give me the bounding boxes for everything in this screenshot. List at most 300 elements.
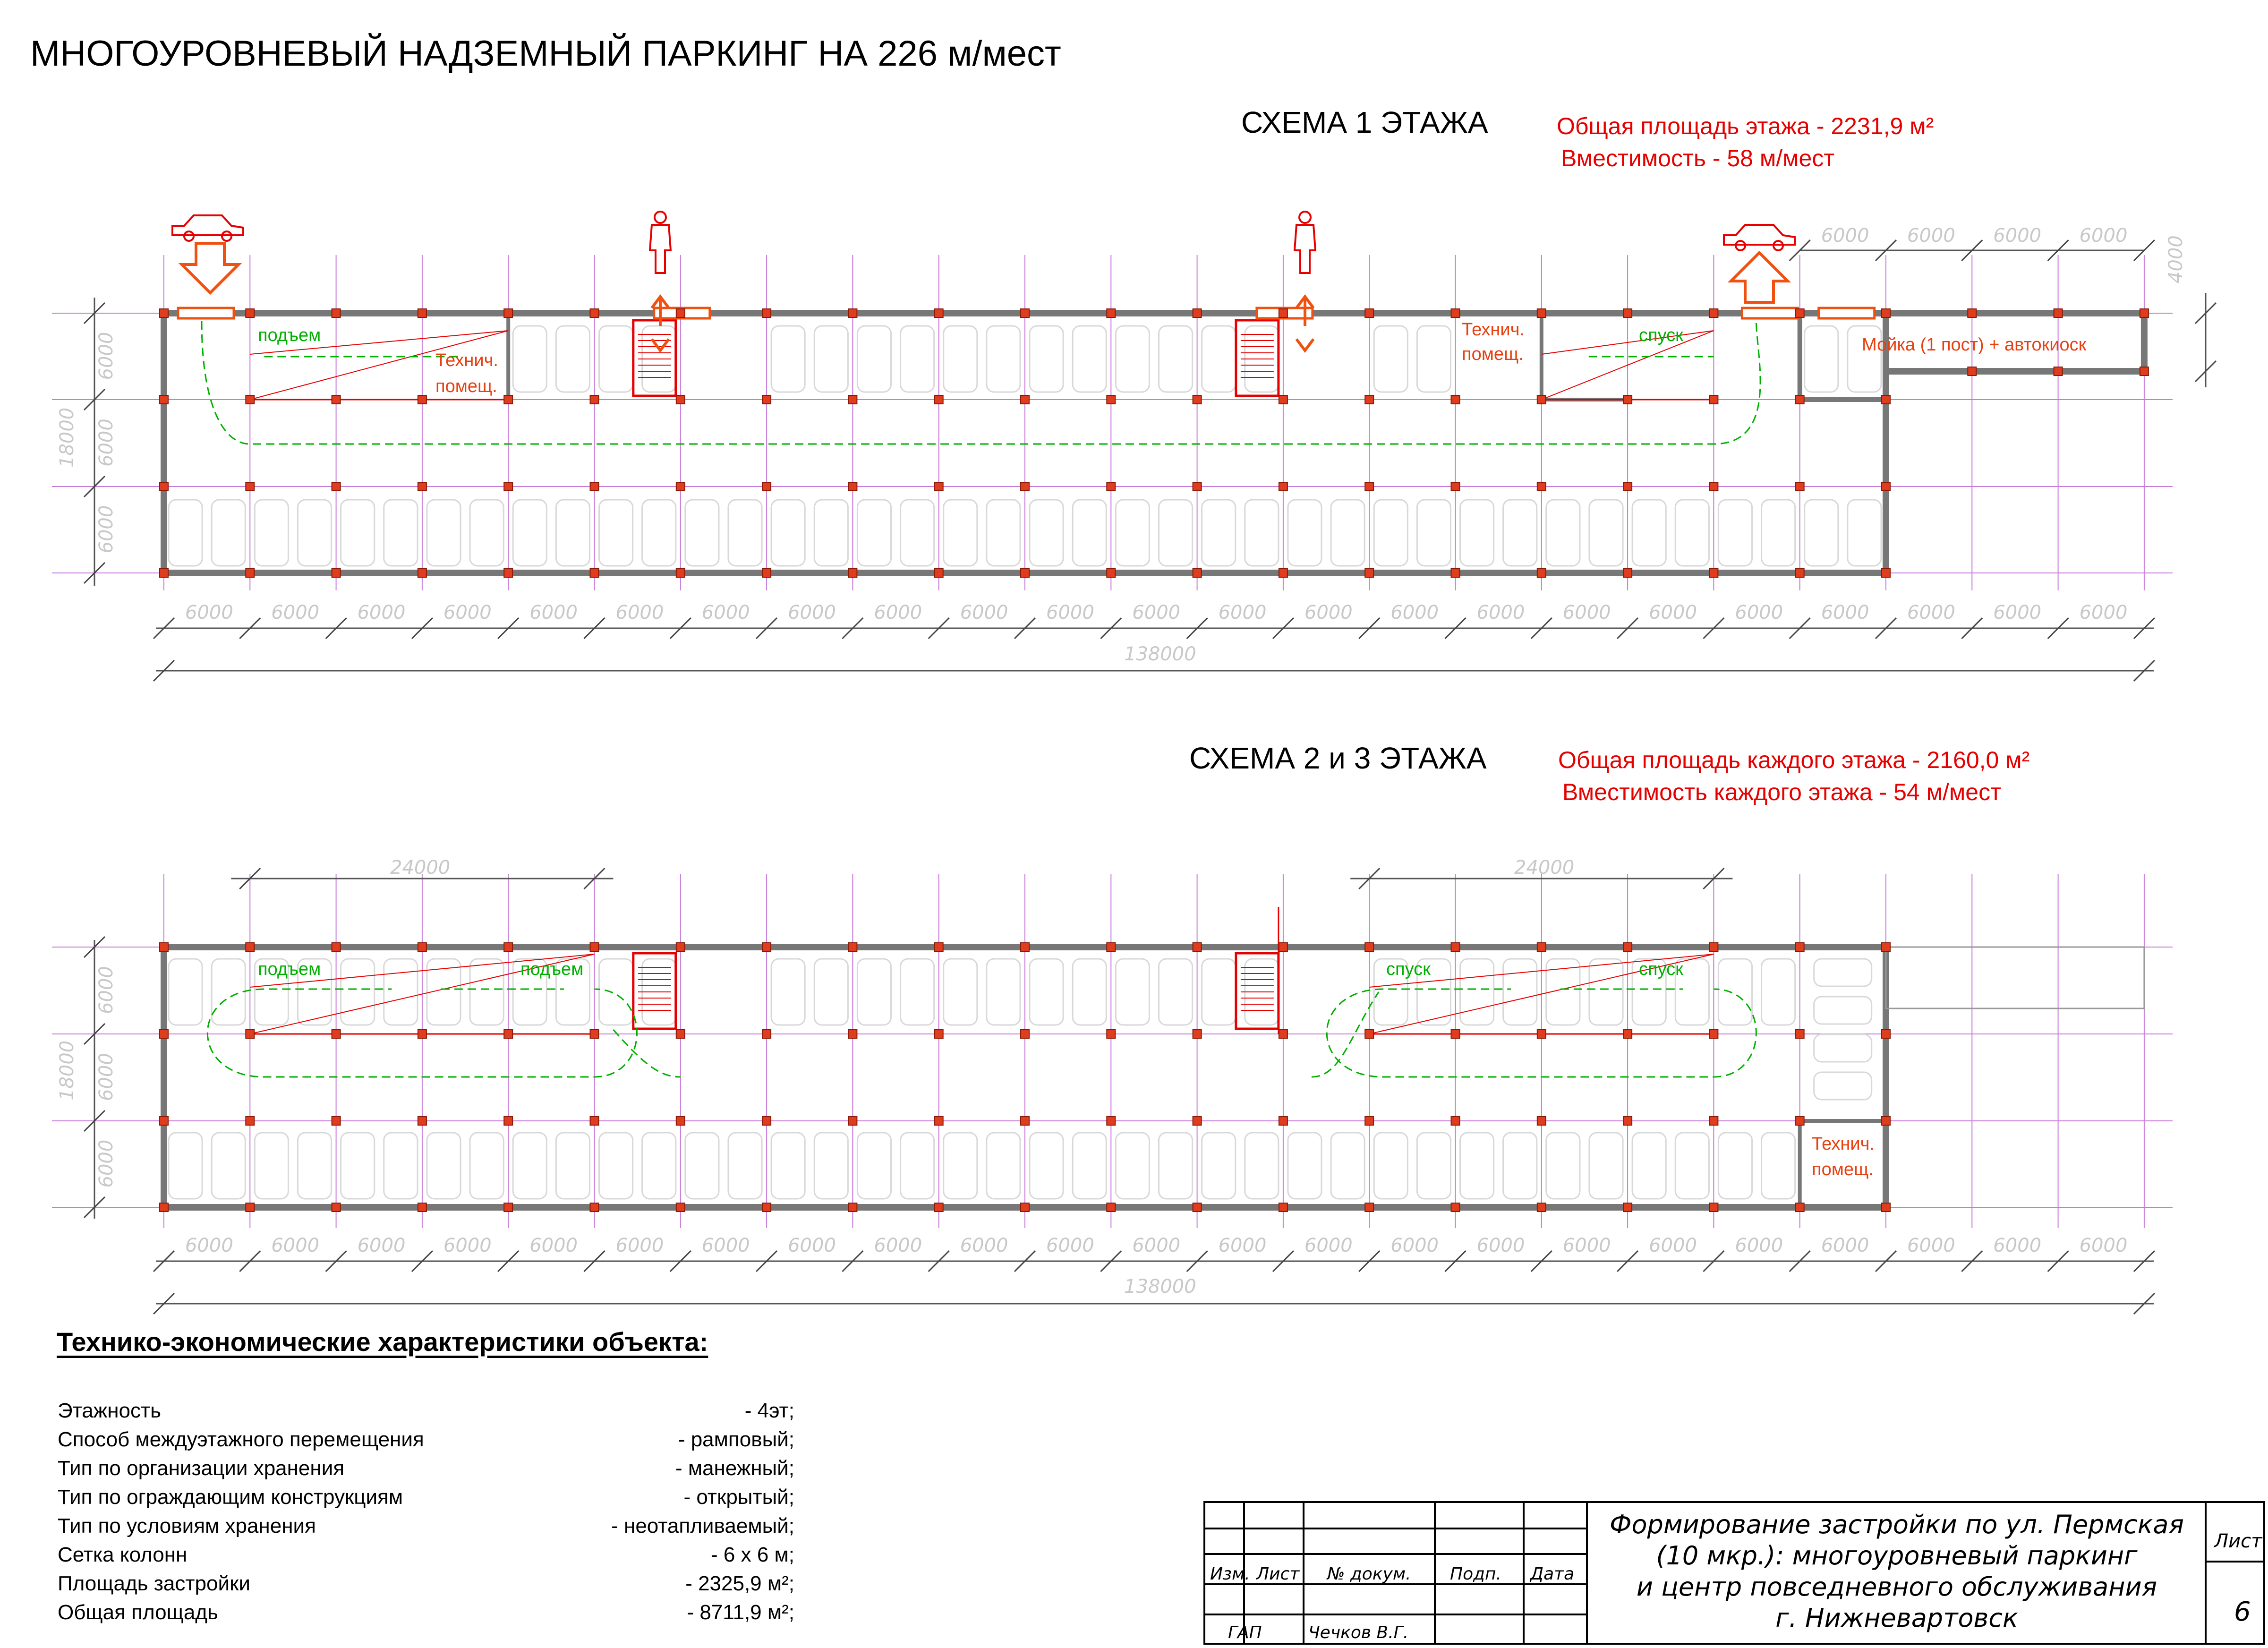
floor23-parking-stalls <box>169 959 1872 1199</box>
column <box>1193 309 1202 317</box>
column <box>1365 309 1373 317</box>
parking-stall <box>470 959 503 1025</box>
column <box>418 1030 426 1038</box>
column <box>1796 1117 1804 1125</box>
f2-dim-ramp-left: 24000 <box>390 857 451 879</box>
dimension-label: 6000 <box>1649 602 1697 623</box>
column <box>848 309 857 317</box>
column <box>1021 1030 1029 1038</box>
column <box>1709 395 1718 404</box>
parking-stall <box>1762 500 1795 566</box>
column <box>504 1117 512 1125</box>
tech-row <box>58 1457 794 1485</box>
dimension-label: 6000 <box>95 1139 117 1188</box>
dimension-label: 6000 <box>1132 1235 1181 1256</box>
dimension-label: 6000 <box>95 1053 117 1101</box>
column <box>2054 367 2063 376</box>
column <box>676 1203 685 1212</box>
column <box>1279 943 1287 951</box>
parking-stall <box>169 1133 202 1199</box>
parking-stall <box>1159 1133 1192 1199</box>
parking-stall <box>1073 500 1106 566</box>
f2-label-up-1: подъем <box>258 959 321 979</box>
column <box>1882 569 1890 577</box>
column <box>1451 395 1460 404</box>
column <box>1796 943 1804 951</box>
parking-stall <box>1374 326 1407 392</box>
parking-stall <box>470 1133 503 1199</box>
column <box>590 1117 599 1125</box>
column <box>676 1117 685 1125</box>
parking-stall <box>1805 326 1838 392</box>
parking-stall <box>685 1133 719 1199</box>
dimension-label: 6000 <box>615 602 664 623</box>
column <box>2054 309 2063 317</box>
parking-stall <box>685 500 719 566</box>
floor23-ramps <box>207 954 1756 1077</box>
column <box>1882 1203 1890 1212</box>
column <box>1968 309 1976 317</box>
parking-stall <box>1589 1133 1623 1199</box>
column <box>1796 309 1804 317</box>
column <box>1021 1117 1029 1125</box>
dimension-label: 6000 <box>1993 1235 2042 1256</box>
dimension-label: 6000 <box>529 602 578 623</box>
tech-row-label: Этажность <box>58 1399 162 1422</box>
parking-stall <box>987 500 1020 566</box>
column <box>1882 309 1890 317</box>
parking-stall <box>642 500 676 566</box>
parking-stall <box>1417 500 1450 566</box>
tech-row-value: - открытый; <box>683 1486 794 1509</box>
parking-stall <box>1073 1133 1106 1199</box>
tech-row-value: - 4эт; <box>744 1399 794 1422</box>
dimension-label: 6000 <box>95 418 117 467</box>
column <box>1279 309 1287 317</box>
column <box>1279 1117 1287 1125</box>
column <box>848 1203 857 1212</box>
dimension-label: 6000 <box>95 966 117 1014</box>
column <box>590 482 599 491</box>
stamp-col-date: Дата <box>1530 1564 1575 1584</box>
column <box>1451 1117 1460 1125</box>
parking-stall <box>1632 1133 1666 1199</box>
column <box>676 482 685 491</box>
dimension-label: 6000 <box>874 1235 922 1256</box>
dimension-label: 6000 <box>960 1235 1008 1256</box>
dimension-label: 6000 <box>1649 1235 1697 1256</box>
column <box>160 943 168 951</box>
parking-stall <box>944 500 977 566</box>
column <box>418 943 426 951</box>
column <box>590 943 599 951</box>
parking-stall <box>814 326 848 392</box>
tech-row-label: Тип по ограждающим конструкциям <box>58 1486 403 1509</box>
column <box>504 1203 512 1212</box>
dimension-label: 6000 <box>95 332 117 380</box>
floor23-plan <box>52 857 2173 1314</box>
column <box>1107 1030 1115 1038</box>
parking-stall <box>814 959 848 1025</box>
column <box>1709 1030 1718 1038</box>
column <box>762 1117 771 1125</box>
stamp-sheet-number: 6 <box>2234 1597 2251 1627</box>
column <box>1021 482 1029 491</box>
parking-stall <box>1073 326 1106 392</box>
dimension-label: 6000 <box>701 602 750 623</box>
parking-stall <box>169 959 202 1025</box>
column <box>848 395 857 404</box>
column <box>246 943 254 951</box>
parking-stall <box>728 1133 762 1199</box>
stair-well <box>633 320 676 396</box>
column <box>1968 367 1976 376</box>
dimension-label: 6000 <box>1304 1235 1353 1256</box>
parking-stall <box>599 1133 633 1199</box>
tech-row <box>58 1428 794 1456</box>
door <box>178 308 234 318</box>
stamp-col-izm: Изм. <box>1210 1564 1250 1584</box>
column <box>1537 309 1546 317</box>
column <box>2140 309 2149 317</box>
parking-stall <box>944 1133 977 1199</box>
f1-dim-left-total: 18000 <box>56 407 78 468</box>
parking-stall <box>1417 1133 1450 1199</box>
column <box>848 1030 857 1038</box>
column <box>590 309 599 317</box>
column <box>1279 395 1287 404</box>
column <box>1796 1030 1804 1038</box>
dimension-label: 6000 <box>960 602 1008 623</box>
door <box>1742 308 1798 318</box>
parking-stall <box>1116 500 1149 566</box>
f2-label-tech-1: Технич. <box>1812 1134 1875 1154</box>
column <box>160 482 168 491</box>
tech-row <box>58 1543 794 1571</box>
parking-stall <box>1030 500 1063 566</box>
column <box>935 309 943 317</box>
column <box>418 1117 426 1125</box>
updown-arrow-icon <box>1296 339 1313 350</box>
dimension-label: 6000 <box>1046 602 1094 623</box>
dimension-label: 6000 <box>1735 602 1783 623</box>
f2-dim-total: 138000 <box>1124 1276 1196 1298</box>
parking-stall <box>944 959 977 1025</box>
f1-label-tech-right-2: помещ. <box>1462 344 1524 364</box>
parking-stall <box>1675 1133 1709 1199</box>
column <box>332 395 341 404</box>
parking-stall <box>1331 500 1364 566</box>
column <box>848 943 857 951</box>
dimension-label: 6000 <box>1562 602 1611 623</box>
dimension-label: 6000 <box>788 1235 836 1256</box>
column <box>1709 569 1718 577</box>
column <box>1021 395 1029 404</box>
floor1-dimensions <box>84 225 2216 681</box>
tech-row-value: - манежный; <box>675 1457 794 1480</box>
parking-stall <box>1159 326 1192 392</box>
parking-stall <box>1546 500 1580 566</box>
column <box>1193 569 1202 577</box>
column <box>504 943 512 951</box>
dimension-label: 6000 <box>185 602 233 623</box>
column <box>1537 395 1546 404</box>
f1-label-tech-left-1: Технич. <box>435 350 498 370</box>
dimension-label: 6000 <box>357 1235 406 1256</box>
f1-label-tech-right-1: Технич. <box>1462 320 1525 340</box>
parking-stall <box>1718 1133 1752 1199</box>
column <box>848 482 857 491</box>
column <box>1623 482 1632 491</box>
column <box>676 395 685 404</box>
parking-stall <box>901 326 934 392</box>
column <box>418 1203 426 1212</box>
column <box>762 1203 771 1212</box>
person-icon <box>1299 212 1311 223</box>
parking-stall <box>1245 500 1279 566</box>
parking-stall <box>599 959 633 1025</box>
parking-stall <box>1030 326 1063 392</box>
column <box>332 1203 341 1212</box>
f1-label-wash: Мойка (1 пост) + автокиоск <box>1862 335 2087 355</box>
parking-stall <box>1632 500 1666 566</box>
parking-stall <box>1718 959 1752 1025</box>
parking-stall <box>901 1133 934 1199</box>
column <box>1365 1030 1373 1038</box>
column <box>1709 309 1718 317</box>
f1-label-ramp-down: спуск <box>1639 325 1683 345</box>
dimension-label: 6000 <box>1132 602 1181 623</box>
stamp-col-sign: Подп. <box>1450 1564 1501 1584</box>
parking-stall <box>1288 1133 1322 1199</box>
parking-stall <box>427 500 460 566</box>
parking-stall <box>341 959 375 1025</box>
door <box>1819 308 1875 318</box>
column <box>246 1030 254 1038</box>
parking-stall <box>1030 959 1063 1025</box>
parking-stall <box>513 326 546 392</box>
column <box>1882 943 1890 951</box>
dimension-label: 6000 <box>185 1235 233 1256</box>
column <box>1882 395 1890 404</box>
dimension-label: 6000 <box>1390 602 1439 623</box>
floor1-plan <box>52 212 2216 681</box>
stamp-col-doc: № докум. <box>1327 1564 1411 1584</box>
column <box>1537 1203 1546 1212</box>
dimension-label: 6000 <box>2079 225 2128 247</box>
parking-stall <box>513 500 546 566</box>
dimension-label: 6000 <box>1821 1235 1869 1256</box>
column <box>1193 482 1202 491</box>
parking-stall <box>1288 500 1322 566</box>
column <box>1365 569 1373 577</box>
column <box>1365 1117 1373 1125</box>
column <box>160 309 168 317</box>
tech-row-value: - рамповый; <box>678 1428 794 1451</box>
column <box>762 943 771 951</box>
column <box>418 395 426 404</box>
column <box>1882 482 1890 491</box>
person-body-icon <box>1295 225 1315 273</box>
person-icon <box>655 212 666 223</box>
parking-stall <box>857 500 891 566</box>
dimension-label: 6000 <box>1907 1235 1955 1256</box>
car-icon <box>172 215 243 235</box>
column <box>762 482 771 491</box>
car-icon <box>1724 225 1795 245</box>
tech-row <box>58 1601 794 1629</box>
f1-dim-total: 138000 <box>1124 643 1196 665</box>
column <box>590 1030 599 1038</box>
column <box>332 943 341 951</box>
parking-stall <box>556 1133 589 1199</box>
arrow-down-icon <box>182 243 239 293</box>
dimension-label: 6000 <box>357 602 406 623</box>
dimension-label: 6000 <box>1476 602 1525 623</box>
parking-stall <box>212 959 245 1025</box>
column <box>1537 1117 1546 1125</box>
parking-stall <box>1503 1133 1537 1199</box>
dimension-label: 6000 <box>443 1235 492 1256</box>
column <box>160 1203 168 1212</box>
column <box>1365 1203 1373 1212</box>
parking-stall <box>944 326 977 392</box>
parking-stall <box>1202 1133 1236 1199</box>
tech-row-label: Сетка колонн <box>58 1543 188 1566</box>
tech-specs-title: Технико-экономические характеристики объекта: <box>57 1327 708 1357</box>
parking-stall <box>212 1133 245 1199</box>
column <box>1021 569 1029 577</box>
column <box>1796 395 1804 404</box>
column <box>1537 1030 1546 1038</box>
column <box>1451 1203 1460 1212</box>
floor1-area: Общая площадь этажа - 2231,9 м² <box>1557 113 1934 139</box>
column <box>1021 309 1029 317</box>
dimension-label: 6000 <box>1304 602 1353 623</box>
stamp-desc-3: и центр повседневного обслуживания <box>1636 1572 2157 1602</box>
tech-row-value: - 8711,9 м²; <box>687 1601 794 1624</box>
parking-stall <box>1460 959 1494 1025</box>
column <box>2140 367 2149 376</box>
parking-stall <box>901 959 934 1025</box>
tech-row-value: - 6 х 6 м; <box>711 1543 794 1566</box>
column <box>676 569 685 577</box>
dimension-label: 6000 <box>1390 1235 1439 1256</box>
parking-stall <box>857 959 891 1025</box>
parking-stall <box>599 500 633 566</box>
dimension-label: 6000 <box>271 1235 320 1256</box>
sheet-title: МНОГОУРОВНЕВЫЙ НАДЗЕМНЫЙ ПАРКИНГ НА 226 м/мест <box>30 34 1061 74</box>
column <box>160 1030 168 1038</box>
parking-stall <box>1417 326 1450 392</box>
floor1-title: СХЕМА 1 ЭТАЖА <box>1241 105 1488 139</box>
stamp-desc-1: Формирование застройки по ул. Пермская <box>1610 1510 2184 1539</box>
column <box>1623 1203 1632 1212</box>
parking-stall <box>814 500 848 566</box>
parking-stall <box>901 500 934 566</box>
parking-stall <box>1116 959 1149 1025</box>
dimension-label: 6000 <box>2079 602 2128 623</box>
parking-stall <box>1331 1133 1364 1199</box>
parking-stall <box>1159 500 1192 566</box>
column <box>1451 1030 1460 1038</box>
column <box>1796 569 1804 577</box>
column <box>676 309 685 317</box>
parking-stall <box>1202 326 1236 392</box>
dimension-label: 6000 <box>615 1235 664 1256</box>
parking-stall <box>1202 959 1236 1025</box>
parking-stall <box>599 326 633 392</box>
column <box>1279 1030 1287 1038</box>
tech-row-label: Площадь застройки <box>58 1572 250 1595</box>
dimension-label: 6000 <box>1218 602 1267 623</box>
column <box>504 569 512 577</box>
parking-stall <box>255 1133 288 1199</box>
column <box>332 1030 341 1038</box>
dimension-label: 6000 <box>1821 225 1869 247</box>
column <box>935 1030 943 1038</box>
column <box>1623 569 1632 577</box>
f2-label-down-2: спуск <box>1639 959 1683 979</box>
tech-row-label: Тип по условиям хранения <box>58 1514 316 1537</box>
f2-label-tech-2: помещ. <box>1812 1160 1874 1179</box>
parking-stall <box>556 326 589 392</box>
column <box>1107 1203 1115 1212</box>
column <box>1365 395 1373 404</box>
column <box>160 569 168 577</box>
column <box>848 569 857 577</box>
column <box>1623 1030 1632 1038</box>
parking-stall <box>1116 1133 1149 1199</box>
floor1-capacity: Вместимость - 58 м/мест <box>1561 145 1835 171</box>
stamp-desc-2: (10 мкр.): многоуровневый паркинг <box>1656 1541 2138 1571</box>
parking-stall <box>298 500 331 566</box>
floor1-entry-icons <box>172 212 1795 350</box>
column <box>935 569 943 577</box>
parking-stall <box>1848 500 1881 566</box>
column <box>332 569 341 577</box>
parking-stall <box>771 500 805 566</box>
f2-dim-ramp-right: 24000 <box>1514 857 1575 879</box>
tech-row-value: - 2325,9 м²; <box>685 1572 794 1595</box>
parking-stall <box>1460 1133 1494 1199</box>
column <box>1193 395 1202 404</box>
stamp-sheet-label: Лист <box>2214 1530 2262 1552</box>
column <box>1537 482 1546 491</box>
parking-stall <box>556 500 589 566</box>
column <box>1451 309 1460 317</box>
column <box>1882 1117 1890 1125</box>
dimension-label: 6000 <box>1735 1235 1783 1256</box>
parking-stall <box>1503 959 1537 1025</box>
stamp-col-list: Лист <box>1256 1564 1300 1584</box>
parking-stall <box>814 1133 848 1199</box>
column <box>1623 1117 1632 1125</box>
column <box>590 1203 599 1212</box>
parking-stall <box>384 959 418 1025</box>
parking-stall <box>771 959 805 1025</box>
column <box>1796 482 1804 491</box>
floor23-capacity: Вместимость каждого этажа - 54 м/мест <box>1562 779 2001 805</box>
column <box>762 395 771 404</box>
parking-stall <box>1460 500 1494 566</box>
tech-row <box>58 1486 794 1514</box>
column <box>1537 943 1546 951</box>
column <box>1709 482 1718 491</box>
parking-stall <box>1374 1133 1407 1199</box>
parking-stall <box>1159 959 1192 1025</box>
column <box>246 1117 254 1125</box>
